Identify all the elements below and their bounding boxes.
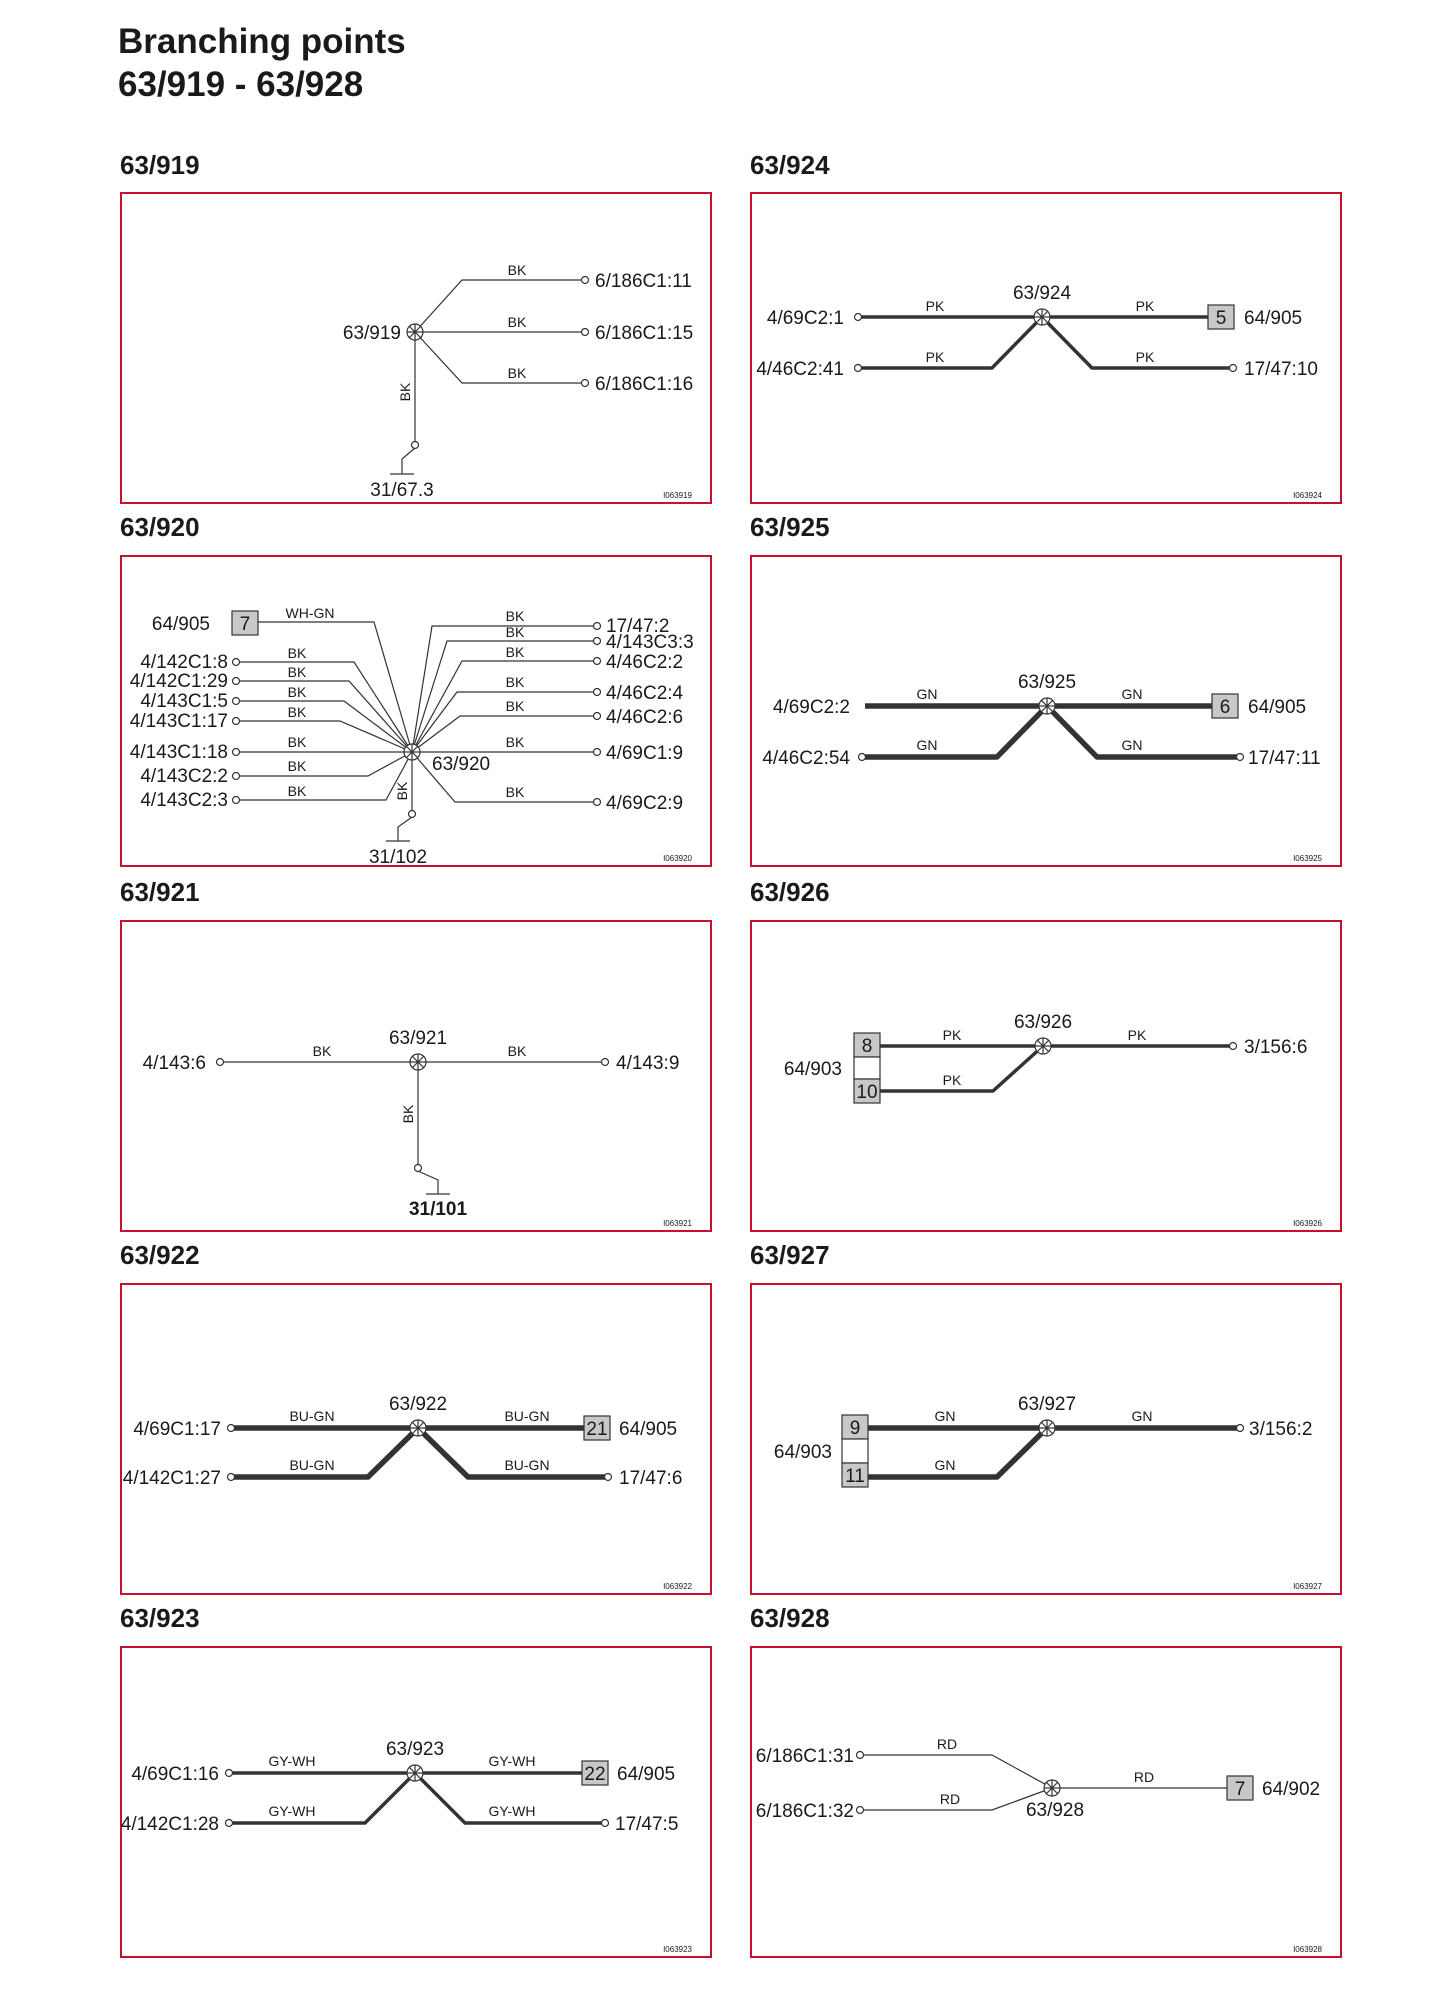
ground-label: 31/67.3 [370,480,434,501]
wire-920-r3 [412,661,594,752]
panel-63-921 [120,920,712,1232]
terminal-927-out [1237,1425,1244,1432]
page-title [118,20,406,106]
wire-destination: 4/69C2:9 [606,793,684,814]
wire-source: 4/142C1:8 [140,652,228,673]
diagram-63-920 [122,557,710,868]
panel-title-63-926: 63/926 [750,877,830,907]
wire-destination: 17/47:5 [615,1814,679,1835]
terminal-921-left [217,1059,224,1066]
wire-color: BK [505,734,525,750]
panel-63-924 [750,192,1342,504]
wire-color: PK [1135,349,1155,365]
panel-title-63-923: 63/923 [120,1603,200,1633]
wire-destination: 17/47:2 [606,616,670,637]
source-label: 4/142C1:27 [122,1468,221,1489]
terminal-921-right [602,1059,609,1066]
panel-title-63-925: 63/925 [750,512,830,542]
terminal [594,799,601,806]
terminal-928-in2 [857,1807,864,1814]
node-label: 63/922 [388,1394,448,1415]
node-label: 63/925 [1017,672,1077,693]
wire-color: BK [507,314,527,330]
splice-icon [410,1420,426,1436]
node-label: 63/921 [388,1028,448,1049]
connector-body [854,1057,880,1079]
terminal [233,749,240,756]
connector-label: 64/905 [619,1419,678,1440]
wire-color: GY-WH [268,1753,316,1769]
wire-color: BK [287,783,307,799]
wire-destination: 4/69C1:9 [606,743,684,764]
wire-928-in1 [863,1755,1052,1788]
wire-source: 4/143C2:2 [140,766,228,787]
source-label: 4/142C1:28 [120,1814,219,1835]
connector-label: 64/903 [773,1442,832,1463]
wire-color: GN [1131,1408,1153,1424]
figure-code: I063919 [663,491,692,500]
wire-color: GN [934,1457,956,1473]
splice-icon [1039,1420,1055,1436]
ground-link-919 [402,448,415,474]
wire-color: GY-WH [488,1753,536,1769]
node-label: 63/928 [1025,1800,1085,1821]
wire-color: BK [507,365,527,381]
wire-color: PK [1135,298,1155,314]
splice-icon [1044,1780,1060,1796]
wire-color: BK [505,698,525,714]
wire-color: BK [507,1043,527,1059]
ground-link-920 [398,817,412,841]
wire-destination: 6/186C1:16 [595,374,694,395]
wire-destination: 4/46C2:2 [606,652,684,673]
panel-title-63-921: 63/921 [120,877,200,907]
diagram-63-925 [752,557,1340,865]
wire-920-l6 [240,752,412,776]
wire-color: GY-WH [488,1803,536,1819]
splice-icon [407,1765,423,1781]
wire-color: BK [287,704,307,720]
node-label: 63/923 [385,1739,445,1760]
terminal-919-2 [582,329,589,336]
connector-label: 64/905 [151,614,210,635]
pin-number: 6 [1219,697,1231,718]
splice-icon [1035,1038,1051,1054]
figure-code: I063920 [663,854,692,863]
wire-920-l1 [240,662,412,752]
terminal-922-out2 [605,1474,612,1481]
figure-code: I063922 [663,1582,692,1591]
node-label: 63/920 [432,754,491,775]
terminal [233,773,240,780]
terminal-925-out2 [1237,754,1244,761]
source-label: 6/186C1:32 [755,1801,854,1822]
connector-label: 64/905 [1248,697,1307,718]
wire-color: GN [1121,686,1143,702]
terminal-922-in1 [228,1425,235,1432]
wire-color: BU-GN [289,1457,335,1473]
terminal-924-in1 [855,314,862,321]
terminal-921-ground [415,1165,422,1172]
wire-color: BK [505,784,525,800]
panel-63-925 [750,555,1342,867]
wire-color: GN [916,737,938,753]
wire-color: BU-GN [289,1408,335,1424]
diagram-63-919 [122,194,710,502]
source-label: 4/46C2:54 [762,748,850,769]
source-label: 4/69C1:16 [131,1764,219,1785]
diagram-63-928 [752,1648,1340,1956]
figure-code: I063925 [1293,854,1322,863]
wire-color: BU-GN [504,1408,550,1424]
panel-title-63-920: 63/920 [120,512,200,542]
wire-destination: 3/156:2 [1249,1419,1313,1440]
wire-color: BK [287,684,307,700]
connector-label: 64/902 [1262,1779,1321,1800]
wire-destination: 4/46C2:6 [606,707,684,728]
diagram-63-923 [122,1648,710,1956]
connector-label: 64/905 [617,1764,676,1785]
wire-920-r4 [412,692,594,752]
wire-color: BK [287,734,307,750]
wire-920-l3 [240,701,412,752]
panel-63-926 [750,920,1342,1232]
splice-icon [407,324,423,340]
wire-color: PK [925,349,945,365]
wire-color: BK [312,1043,332,1059]
wire-color: GN [916,686,938,702]
panel-63-919 [120,192,712,504]
wire-926-lower [880,1046,1043,1091]
figure-code: I063923 [663,1945,692,1954]
page-title-line2: 63/919 - 63/928 [118,65,364,104]
wire-color: GN [1121,737,1143,753]
splice-icon [1039,698,1055,714]
wire-destination: 6/186C1:11 [595,271,692,292]
panel-63-928 [750,1646,1342,1958]
terminal [233,698,240,705]
wire-color: WH-GN [285,605,335,621]
connector-body [842,1439,868,1463]
wire-destination: 3/156:6 [1244,1037,1308,1058]
terminal [233,678,240,685]
diagram-63-924 [752,194,1340,502]
diagram-63-921 [122,922,710,1230]
pin-number: 5 [1215,308,1227,329]
panel-title-63-928: 63/928 [750,1603,830,1633]
wire-color: BK [505,644,525,660]
terminal [233,659,240,666]
ground-link-921 [418,1171,438,1194]
pin-number: 22 [584,1764,606,1785]
wire-color: BK [287,758,307,774]
terminal-919-1 [582,277,589,284]
pin-number: 21 [586,1419,608,1440]
wire-source: 4/142C1:29 [129,671,228,692]
wire-color: BK [287,645,307,661]
terminal-919-3 [582,380,589,387]
wire-color: GN [934,1408,956,1424]
ground-wire-color: BK [394,781,410,801]
wire-source: 4/143C1:18 [129,742,228,763]
panel-63-920 [120,555,712,867]
terminal [594,749,601,756]
terminal-923-in1 [226,1770,233,1777]
panel-title-63-919: 63/919 [120,150,200,180]
figure-code: I063927 [1293,1582,1322,1591]
wire-color: RD [939,1791,961,1807]
pin-number: 9 [849,1418,861,1439]
wire-destination: 17/47:10 [1244,359,1318,380]
splice-icon [404,744,420,760]
wire-color: PK [925,298,945,314]
terminal [594,638,601,645]
source-label: 4/69C2:2 [772,697,850,718]
figure-code: I063926 [1293,1219,1322,1228]
ground-label: 31/102 [368,847,428,868]
wire-source: 4/143C2:3 [140,790,228,811]
panel-63-923 [120,1646,712,1958]
wire-color: BK [505,624,525,640]
wire-destination: 4/143:9 [616,1053,680,1074]
figure-code: I063921 [663,1219,692,1228]
diagram-63-926 [752,922,1340,1230]
terminal [594,623,601,630]
pin-number: 7 [239,614,251,635]
panel-63-922 [120,1283,712,1595]
terminal-928-in1 [857,1752,864,1759]
wire-color: BK [505,674,525,690]
terminal-923-in2 [226,1820,233,1827]
wire-destination: 4/46C2:4 [606,683,684,704]
pin-number: 8 [861,1036,873,1057]
ground-label: 31/101 [408,1199,468,1220]
wire-920-r2 [412,641,594,752]
wire-color: BU-GN [504,1457,550,1473]
splice-icon [1034,309,1050,325]
wire-destination: 4/143C3:3 [606,632,694,653]
wire-color: BK [287,664,307,680]
terminal-922-in2 [228,1474,235,1481]
wire-927-lower [868,1428,1047,1477]
wire-color: GY-WH [268,1803,316,1819]
pin-number: 7 [1234,1779,1246,1800]
wire-destination: 6/186C1:15 [595,323,694,344]
source-label: 6/186C1:31 [755,1746,854,1767]
terminal [594,689,601,696]
wire-919-1 [415,280,582,332]
terminal [233,718,240,725]
wire-color: BK [505,608,525,624]
terminal [594,713,601,720]
node-label: 63/927 [1017,1394,1077,1415]
wire-color: PK [942,1027,962,1043]
wire-color: PK [1127,1027,1147,1043]
wire-920-r1 [412,626,594,752]
wire-source: 4/143C1:5 [140,691,228,712]
terminal-925-in2 [859,754,866,761]
terminal-920-ground [409,811,416,818]
wire-919-3 [415,332,582,383]
wire-color: BK [507,262,527,278]
wire-color: RD [936,1736,958,1752]
panel-title-63-927: 63/927 [750,1240,830,1270]
node-label: 63/924 [1012,283,1072,304]
page-title-line1: Branching points [118,22,406,61]
terminal-926-out [1230,1043,1237,1050]
terminal [594,658,601,665]
node-label: 63/919 [342,323,401,344]
wire-920-connector [254,622,412,752]
ground-wire-color: BK [397,382,413,402]
ground-wire-color: BK [400,1104,416,1124]
pin-number: 11 [845,1466,865,1487]
connector-label: 64/903 [783,1059,842,1080]
terminal-924-out2 [1230,365,1237,372]
terminal [233,797,240,804]
wire-destination: 17/47:11 [1248,748,1321,769]
wire-destination: 17/47:6 [619,1468,683,1489]
source-label: 4/69C2:1 [766,308,844,329]
pin-number: 10 [856,1082,878,1103]
source-label: 4/69C1:17 [133,1419,221,1440]
connector-label: 64/905 [1244,308,1303,329]
wire-920-r5 [412,716,594,752]
figure-code: I063924 [1293,491,1322,500]
node-label: 63/926 [1013,1012,1073,1033]
terminal-923-out2 [602,1820,609,1827]
source-label: 4/46C2:41 [756,359,844,380]
splice-icon [410,1054,426,1070]
wire-source: 4/143C1:17 [129,711,228,732]
wire-920-l4 [240,721,412,752]
wire-color: RD [1133,1769,1155,1785]
figure-code: I063928 [1293,1945,1322,1954]
panel-title-63-922: 63/922 [120,1240,200,1270]
terminal-919-ground [412,442,419,449]
source-label: 4/143:6 [142,1053,206,1074]
panel-63-927 [750,1283,1342,1595]
diagram-63-927 [752,1285,1340,1593]
panel-title-63-924: 63/924 [750,150,830,180]
wire-color: PK [942,1072,962,1088]
diagram-63-922 [122,1285,710,1593]
terminal-924-in2 [855,365,862,372]
